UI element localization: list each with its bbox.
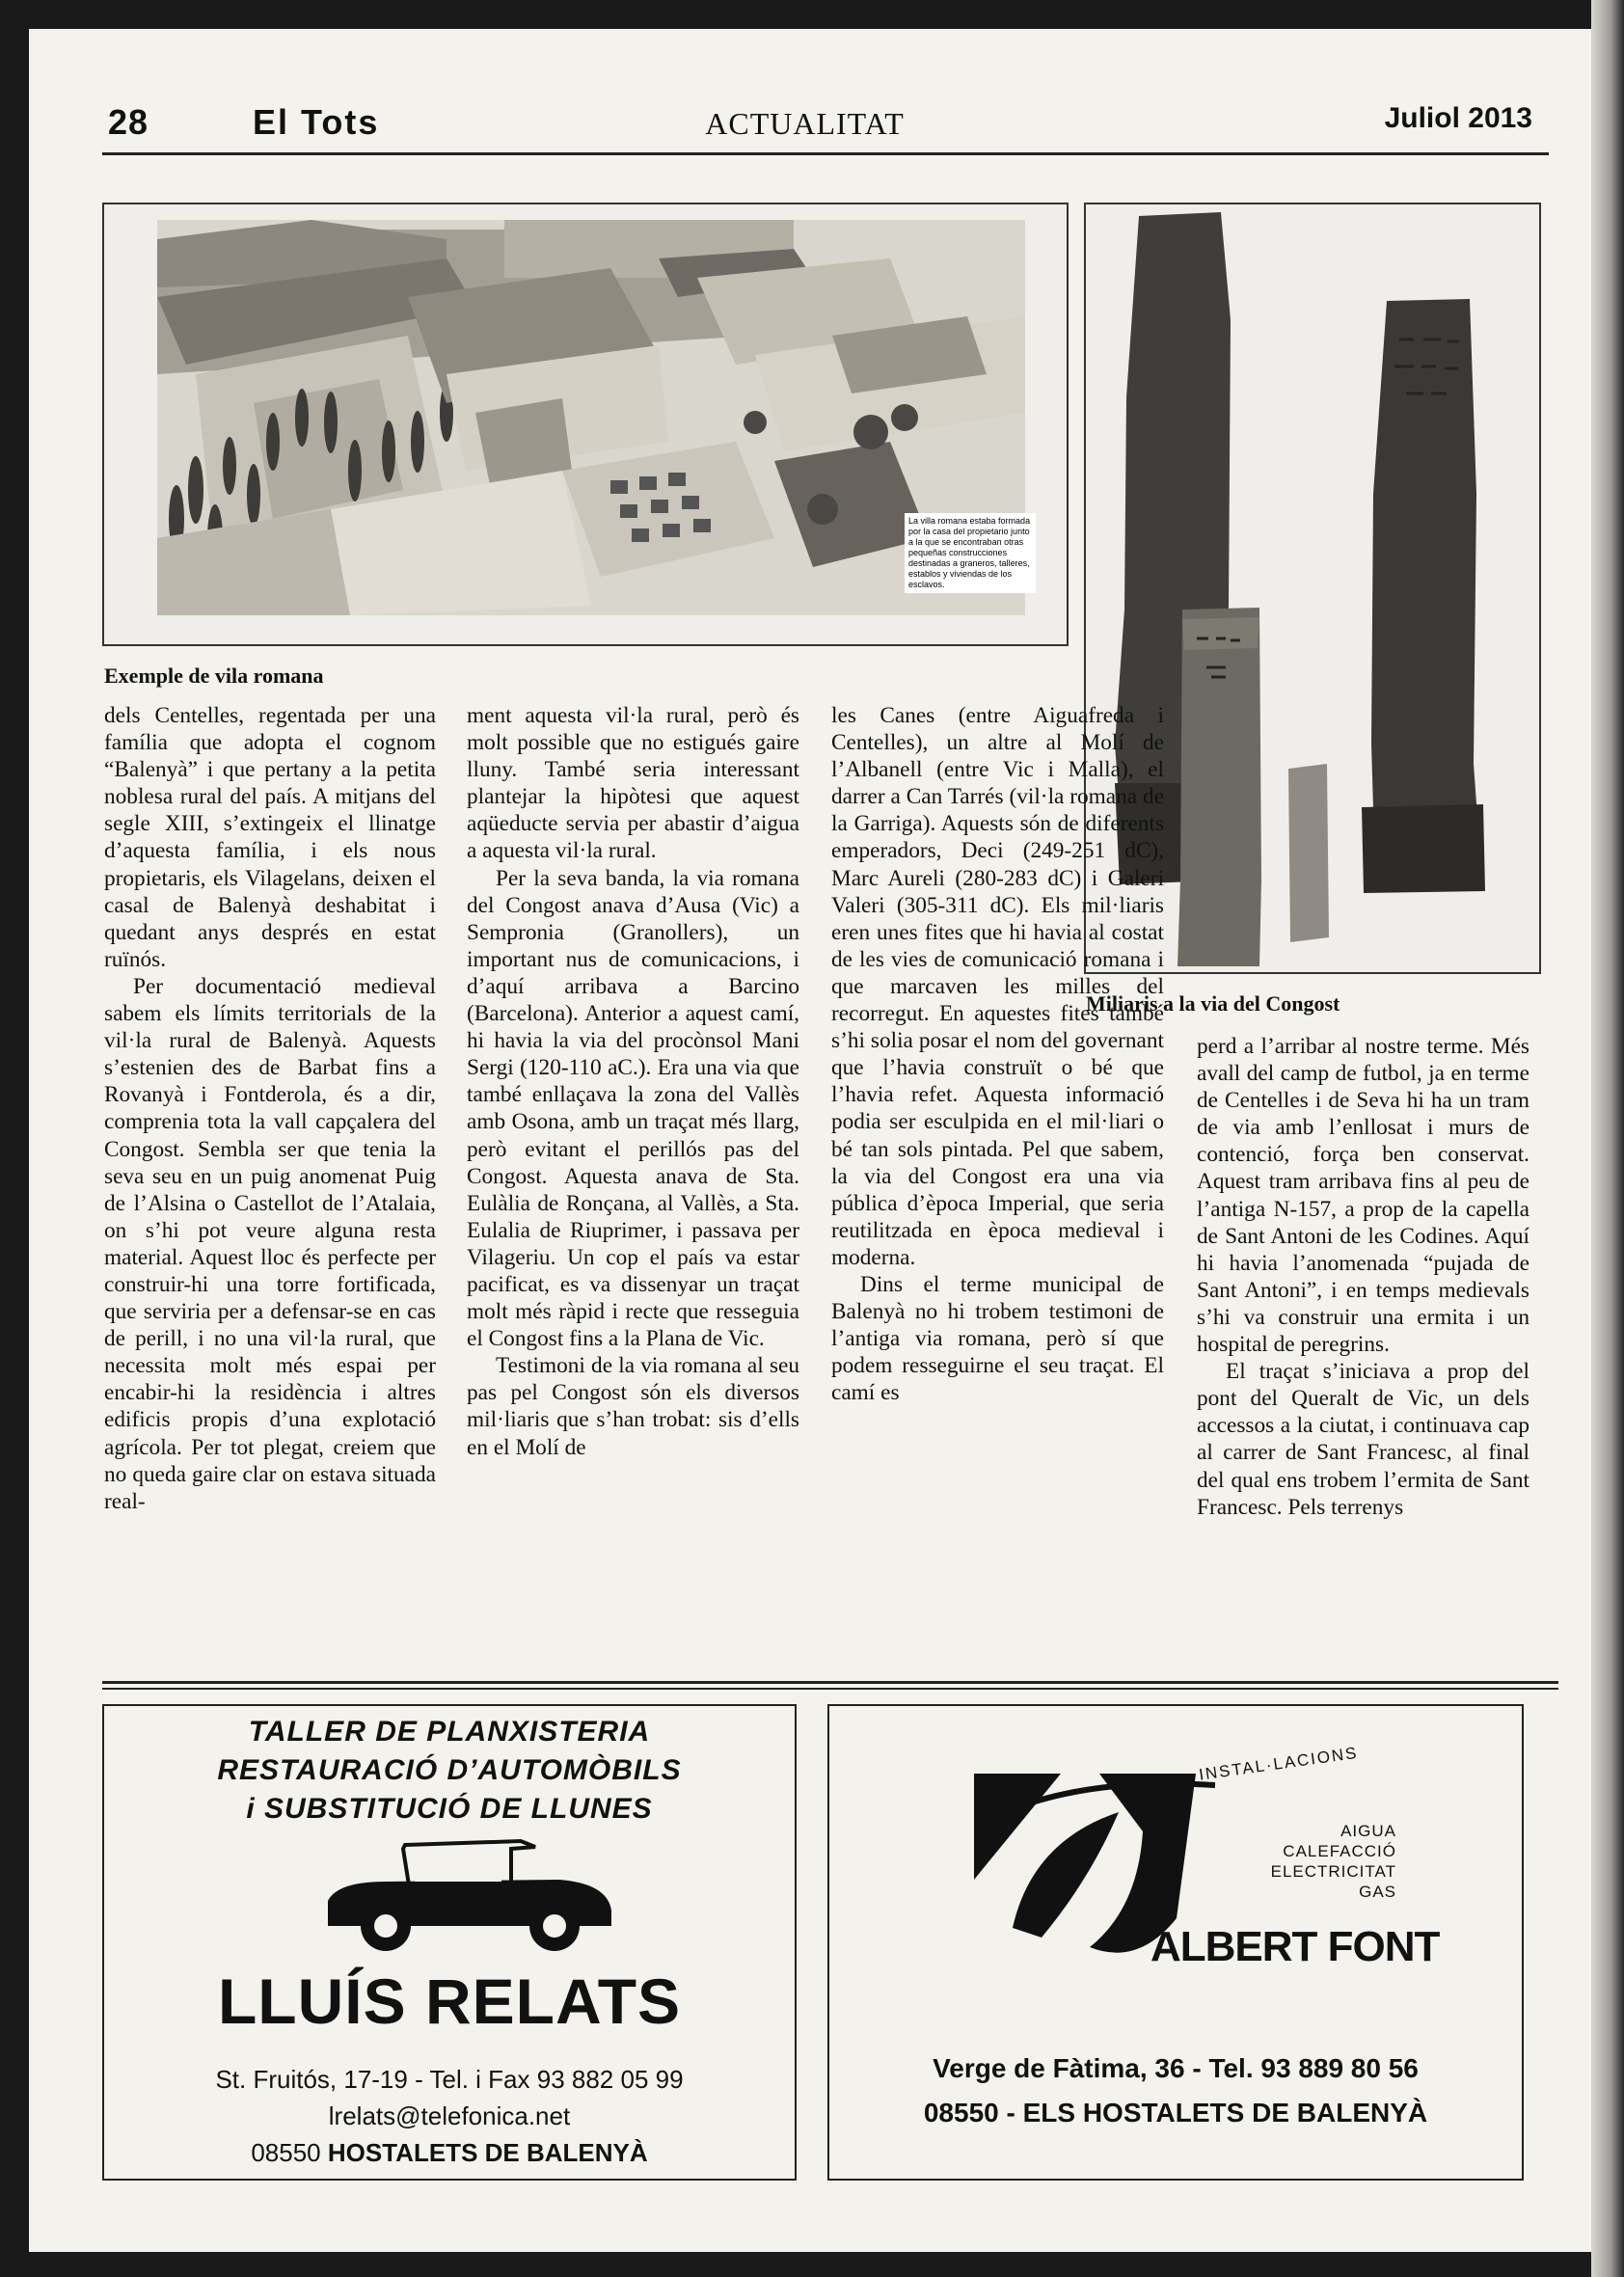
section-title: ACTUALITAT [705,106,905,141]
header-rule [102,152,1549,155]
article-column-1 [104,702,436,1515]
page-number: 28 [108,102,149,142]
paragraph: dels Centelles, regentada per una família que adopta el cognom “Balenyà” i que pertany a la petita noblesa rural del país. A mitjans del segle XIII, s’extingeix el llinatge d’aquesta família, i els nous propietaris, els Vilagelans, deixen el casal de Balenyà deshabitat i quedant anys després en estat ruïnós. [104,703,436,972]
article-column-2 [467,702,799,1461]
figure1-caption: Exemple de vila romana [104,664,324,688]
ad-service: CALEFACCIÓ [1283,1842,1396,1860]
ad-location [104,2138,795,2168]
paragraph: les Canes (entre Aiguafreda i Centelles), un altre al Molí de l’Albanell (entre Vic i Malla), el darrer a Can Tarrés (vil·la romana de la Garriga). Aquests són de diferents emperadors, Deci (249-251 dC), Marc Aureli (280-283 dC) i Galeri Valeri (305-311 dC). Els mil·liaris eren unes fites que hi havia al costat de les vies de comunicació romana i que marcaven les milles del recorregut. En aquestes fites també s’hi solia posar el nom del governant que l’havia construït o bé que l’havia refet. Aquesta informació podia ser esculpida en el mil·liari o bé tan sols pintada. Pel que sabem, la via del Congost era una via pública d’època Imperial, que seria reutilitzada en època medieval i moderna. [831,703,1164,1270]
paragraph: Per la seva banda, la via romana del Congost anava d’Ausa (Vic) a Sempronia (Granollers), un important nus de comunicacions, i d’aquí arribava a Barcino (Barcelona). Anterior a aquest camí, hi havia la via del procònsol Mani Sergi (120-110 aC.). Era una via que també enllaçava la zona del Vallès amb Osona, amb un traçat més llarg, però evitant el perillós pas del Congost. Aquesta anava de Sta. Eulàlia de Ronçana, al Vallès, a Sta. Eulalia de Riuprimer, i passava per Vilageriu. Un cop el país va estar pacificat, es va dissenyar un traçat molt més ràpid i recte que resseguia el Congost fins a la Plana de Vic. [467,865,799,1352]
advert-lluis-relats [102,1704,797,2181]
issue-date: Juliol 2013 [1384,102,1532,134]
ad-service: AIGUA [1340,1822,1396,1840]
ad-email[interactable]: lrelats@telefonica.net [328,2101,571,2130]
ad-service: GAS [1359,1883,1396,1901]
masthead: El Tots [253,102,380,142]
article-column-3 [831,702,1164,1406]
paragraph: El traçat s’iniciava a prop del pont del Queralt de Vic, un dels accessos a la ciutat, i continuava cap al carrer de Sant Francesc, al final del qual ens trobem l’ermita de Sant Francesc. Pels terrenys [1197,1359,1529,1520]
page-spine [1591,0,1624,2277]
ad-business-name: LLUÍS RELATS [217,1965,682,2037]
ad-line-1: TALLER DE PLANXISTERIA [248,1716,651,1748]
ad-line-2: RESTAURACIÓ D’AUTOMÒBILS [217,1754,682,1786]
ad-address: St. Fruitós, 17-19 - Tel. i Fax 93 882 05 99 [215,2065,684,2094]
ads-rule [102,1681,1558,1684]
ad-postcode: 08550 [251,2138,321,2167]
paragraph: Dins el terme municipal de Balenyà no hi trobem testimoni de l’antiga via romana, però sí que podem resseguirne el seu traçat. El camí es [831,1271,1164,1406]
ad-line-3: i SUBSTITUCIÓ DE LLUNES [246,1793,653,1825]
roman-villa-illustration [157,220,1025,615]
villa-note: La villa romana estaba formada por la casa del propietario junto a la que se encontraban otras pequeñas construcciones destinadas a graneros, talleres, establos y viviendas de los esclavos. [905,513,1036,593]
ad-service: ELECTRICITAT [1270,1862,1396,1881]
paragraph: ment aquesta vil·la rural, però és molt possible que no estigués gaire lluny. També seria interessant plantejar la hipòtesi que aquest aqüeducte servia per abastir d’aigua a aquesta vil·la rural. [467,703,799,864]
ad-town: HOSTALETS DE BALENYÀ [327,2138,648,2167]
paragraph: Per documentació medieval sabem els límits territorials de la vil·la rural de Balenyà. Aquests s’estenien des de Barbat fins a Rovanyà i Fontderola, és a dir, comprenia tota la vall capçalera del Congost. Sembla ser que tenia la seva seu en un puig anomenat Puig de l’Alsina o Castellot de l’Atalaia, on s’hi pot veure alguna resta material. Aquest lloc és perfecte per construir-hi una torre fortificada, que serviria per a defensar-se en cas de perill, i no una vil·la rural, que necessita molt més espai per encabir-hi la residència i altres edificis propis d’una explotació agrícola. Per tot plegat, creiem que no queda gaire clar on estava situada real- [104,973,436,1514]
ads-rule-thin [102,1688,1558,1690]
figure2-caption: Miliaris a la via del Congost [1086,991,1340,1016]
vintage-car-icon [318,1833,617,1954]
roman-villa-figure [102,203,1069,646]
ad-town: 08550 - ELS HOSTALETS DE BALENYÀ [923,2098,1428,2128]
advert-albert-font [827,1704,1524,2181]
ad-address: Verge de Fàtima, 36 - Tel. 93 889 80 56 [933,2053,1419,2083]
article-column-4 [1197,1033,1529,1521]
ad-brand: ALBERT FONT [1150,1923,1440,1970]
page-header [77,68,1532,145]
ad-heading: INSTAL·LACIONS [1198,1743,1360,1784]
paragraph: Testimoni de la via romana al seu pas pel Congost són els diversos mil·liaris que s’han trobat: sis d’ells en el Molí de [467,1353,799,1460]
paragraph: perd a l’arribar al nostre terme. Més avall del camp de futbol, ja en terme de Centelles i de Seva hi ha un tram de via amb l’enllosat i murs de contenció, força ben conservat. Aquest tram arribava fins al peu de l’antiga N-157, a prop de la capella de Sant Antoni de les Codines. Aquí hi havia l’anomenada “pujada de Sant Antoni”, i en temps medievals s’hi va construir una ermita i un hospital de peregrins. [1197,1034,1529,1358]
